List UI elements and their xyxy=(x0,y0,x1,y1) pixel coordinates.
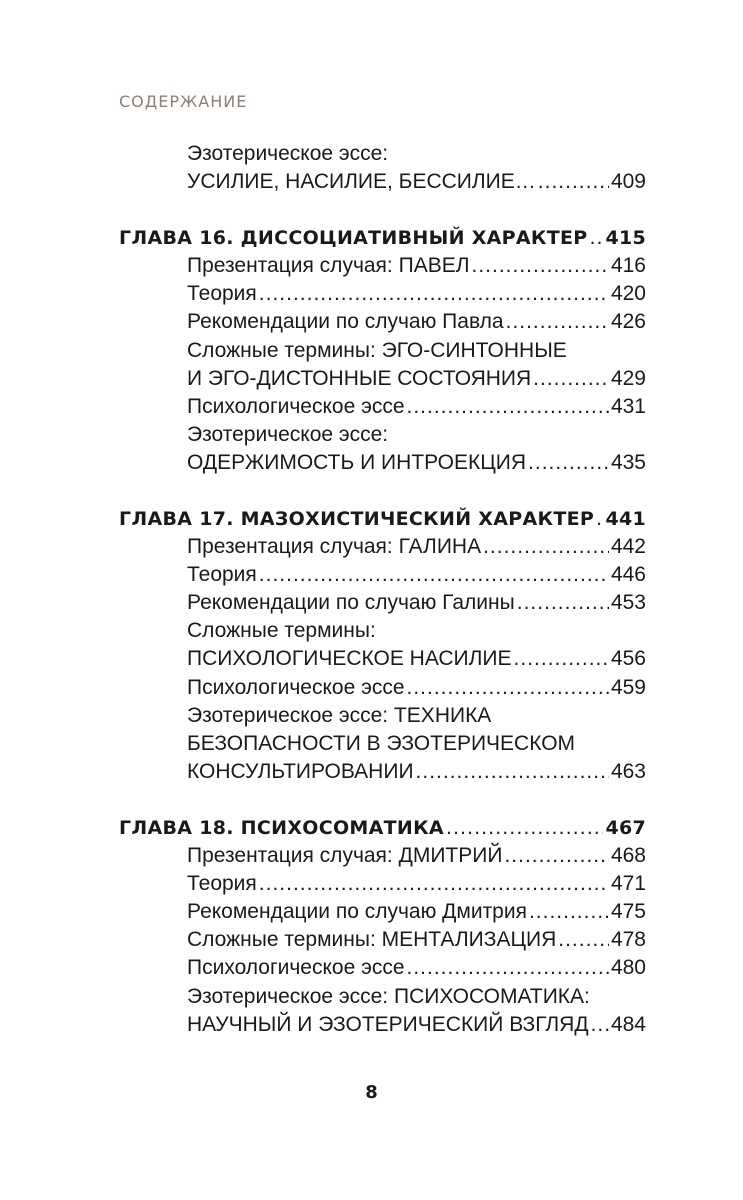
dot-leader xyxy=(259,872,609,896)
dot-leader xyxy=(407,676,609,700)
running-header: СОДЕРЖАНИЕ xyxy=(119,92,248,111)
toc-entry-title: ПСИХОЛОГИЧЕСКОЕ НАСИЛИЕ xyxy=(187,647,512,670)
toc-page-number: 453 xyxy=(610,591,646,614)
toc-entry-heading xyxy=(187,732,646,758)
toc-entry xyxy=(187,535,646,561)
toc-entry xyxy=(187,395,646,421)
toc-entry xyxy=(187,254,646,280)
toc-entry xyxy=(187,310,646,336)
toc-entry-title: Эзотерическое эссе: xyxy=(187,142,389,165)
chapter-title: ГЛАВА 18. ПСИХОСОМАТИКА xyxy=(119,817,444,839)
chapter-page-number: 467 xyxy=(605,817,646,839)
toc-entry-title: Эзотерическое эссе: ТЕХНИКА xyxy=(187,704,492,727)
toc-page-number: 475 xyxy=(610,900,646,923)
toc-entry-title: ОДЕРЖИМОСТЬ И ИНТРОЕКЦИЯ xyxy=(187,451,527,474)
dot-leader xyxy=(590,227,604,249)
dot-leader xyxy=(596,508,603,530)
dot-leader xyxy=(591,1013,609,1037)
toc-page-number: 484 xyxy=(610,1013,646,1036)
toc-entry xyxy=(187,676,646,702)
toc-entry-heading xyxy=(187,339,646,365)
toc-entry-title: Сложные термины: МЕНТАЛИЗАЦИЯ xyxy=(187,928,557,951)
toc-page-number: 442 xyxy=(610,535,646,558)
chapter-title: ГЛАВА 16. ДИССОЦИАТИВНЫЙ ХАРАКТЕР xyxy=(119,227,588,249)
toc-entry-title: КОНСУЛЬТИРОВАНИИ xyxy=(187,760,414,783)
toc-entry xyxy=(187,928,646,954)
toc-page-number: 435 xyxy=(610,451,646,474)
dot-leader xyxy=(446,817,604,839)
dot-leader xyxy=(528,451,609,475)
chapter-page-number: 441 xyxy=(605,508,646,530)
toc-entry xyxy=(187,844,646,870)
dot-leader xyxy=(514,647,609,671)
dot-leader xyxy=(472,254,609,278)
toc-entry-title: УСИЛИЕ, НАСИЛИЕ, БЕССИЛИЕ… xyxy=(187,170,536,193)
toc-entry-title: Рекомендации по случаю Галины xyxy=(187,591,515,614)
toc-entry xyxy=(187,647,646,673)
toc-page-number: 478 xyxy=(610,928,646,951)
toc-page-number: 431 xyxy=(610,395,646,418)
toc-entry-title: Рекомендации по случаю Павла xyxy=(187,310,504,333)
toc-entry-title: И ЭГО-ДИСТОННЫЕ СОСТОЯНИЯ xyxy=(187,367,532,390)
toc-page-number: 468 xyxy=(610,844,646,867)
toc-page-number: 456 xyxy=(610,647,646,670)
toc-entry-title: Психологическое эссе xyxy=(187,395,405,418)
toc-entry xyxy=(187,170,646,196)
toc-entry-title: БЕЗОПАСНОСТИ В ЭЗОТЕРИЧЕСКОМ xyxy=(187,732,576,755)
toc-entry-title: Презентация случая: ГАЛИНА xyxy=(187,535,482,558)
toc-page-number: 471 xyxy=(610,872,646,895)
toc-entry xyxy=(187,451,646,477)
dot-leader xyxy=(538,170,609,194)
toc-entry-title: Теория xyxy=(187,282,257,305)
toc-entry-heading xyxy=(187,985,646,1011)
dot-leader xyxy=(259,282,609,306)
toc-entry xyxy=(187,563,646,589)
dot-leader xyxy=(407,956,609,980)
toc-entry xyxy=(187,1013,646,1039)
toc-page-number: 416 xyxy=(610,254,646,277)
toc-entry-title: Эзотерическое эссе: xyxy=(187,423,389,446)
toc-entry-title: Презентация случая: ДМИТРИЙ xyxy=(187,844,503,867)
toc-page-number: 446 xyxy=(610,563,646,586)
toc-entry-title: Сложные термины: xyxy=(187,619,376,642)
chapter-heading xyxy=(119,508,646,534)
toc-entry xyxy=(187,591,646,617)
toc-page-number: 409 xyxy=(610,170,646,193)
toc-entry-heading xyxy=(187,142,646,168)
chapter-page-number: 415 xyxy=(605,227,646,249)
toc-entry xyxy=(187,872,646,898)
toc-entry-title: Презентация случая: ПАВЕЛ xyxy=(187,254,470,277)
toc-entry-title: Теория xyxy=(187,563,257,586)
dot-leader xyxy=(529,900,609,924)
toc-page-number: 429 xyxy=(610,367,646,390)
toc-entry xyxy=(187,760,646,786)
toc-page-number: 426 xyxy=(610,310,646,333)
toc-entry-heading xyxy=(187,423,646,449)
toc-entry xyxy=(187,282,646,308)
chapter-heading xyxy=(119,817,646,843)
toc-entry-title: Эзотерическое эссе: ПСИХОСОМАТИКА: xyxy=(187,985,590,1008)
toc-entry-heading xyxy=(187,704,646,730)
chapter-title: ГЛАВА 17. МАЗОХИСТИЧЕСКИЙ ХАРАКТЕР xyxy=(119,508,595,530)
page-number: 8 xyxy=(365,1082,378,1103)
toc-page-number: 480 xyxy=(610,956,646,979)
dot-leader xyxy=(558,928,609,952)
dot-leader xyxy=(533,367,609,391)
toc-page-number: 463 xyxy=(610,760,646,783)
dot-leader xyxy=(416,760,609,784)
dot-leader xyxy=(407,395,609,419)
toc-entry-title: Теория xyxy=(187,872,257,895)
toc-entry-title: Рекомендации по случаю Дмитрия xyxy=(187,900,527,923)
toc-entry xyxy=(187,367,646,393)
dot-leader xyxy=(483,535,609,559)
toc-entry-title: Психологическое эссе xyxy=(187,676,405,699)
toc-entry xyxy=(187,956,646,982)
dot-leader xyxy=(259,563,609,587)
toc-entry-heading xyxy=(187,619,646,645)
toc-page-number: 459 xyxy=(610,676,646,699)
dot-leader xyxy=(517,591,609,615)
toc-entry-title: НАУЧНЫЙ И ЭЗОТЕРИЧЕСКИЙ ВЗГЛЯД xyxy=(187,1013,589,1036)
toc-entry xyxy=(187,900,646,926)
dot-leader xyxy=(504,844,609,868)
dot-leader xyxy=(506,310,609,334)
toc-entry-title: Сложные термины: ЭГО-СИНТОННЫЕ xyxy=(187,339,567,362)
toc-page-number: 420 xyxy=(610,282,646,305)
toc-entry-title: Психологическое эссе xyxy=(187,956,405,979)
chapter-heading xyxy=(119,227,646,253)
